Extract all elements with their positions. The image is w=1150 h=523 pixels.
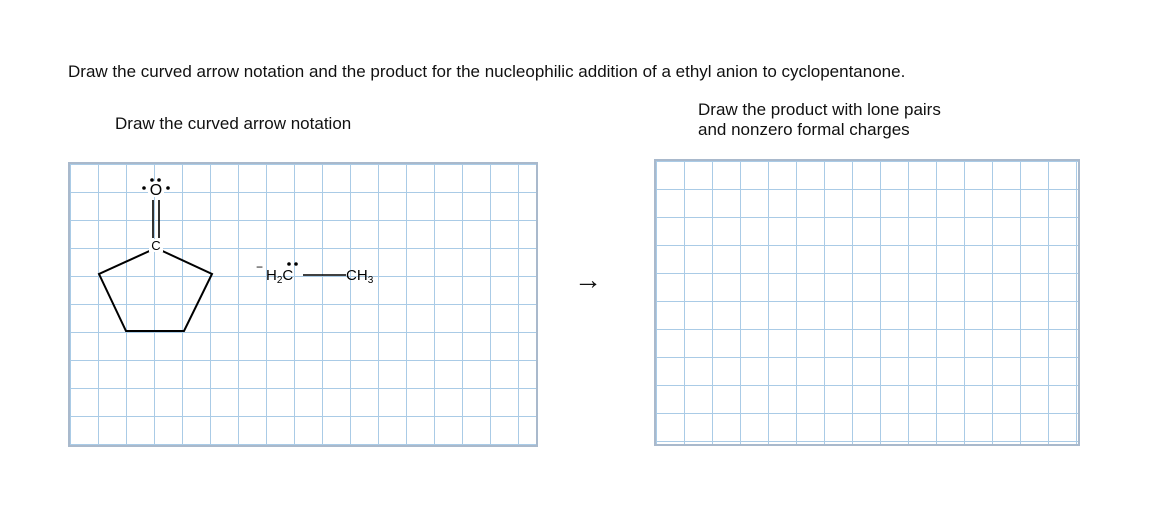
carbanion-lone-pair [287,262,298,266]
anion-h-subscript: 2 [276,275,283,286]
product-label-line-1: Draw the product with lone pairs [698,100,941,119]
product-drawing-canvas[interactable] [654,159,1080,446]
product-panel-label [698,100,941,140]
anion-negative-charge: − [256,260,264,274]
instruction-text: Draw the curved arrow notation and the product for the nucleophilic addition of a ethyl anion to cyclopentanone. [68,62,906,81]
methyl-label [346,267,374,286]
carbonyl-carbon-label: C [151,238,161,253]
methyl-carbon-label: C [346,267,357,284]
reaction-arrow-icon: → [574,264,602,295]
methyl-h-label: H [356,267,368,284]
curved-arrow-panel-label: Draw the curved arrow notation [115,114,352,133]
anion-h-label: H [266,267,277,284]
anion-ch2-label [266,267,293,286]
anion-carbon-label: C [282,267,294,284]
reactants-structure [70,164,540,449]
methyl-h-subscript: 3 [367,275,374,286]
carbonyl-oxygen-label: O [149,182,163,199]
product-label-line-2: and nonzero formal charges [698,120,910,139]
cyclopentane-ring [99,248,212,331]
curved-arrow-drawing-canvas[interactable] [68,162,538,447]
